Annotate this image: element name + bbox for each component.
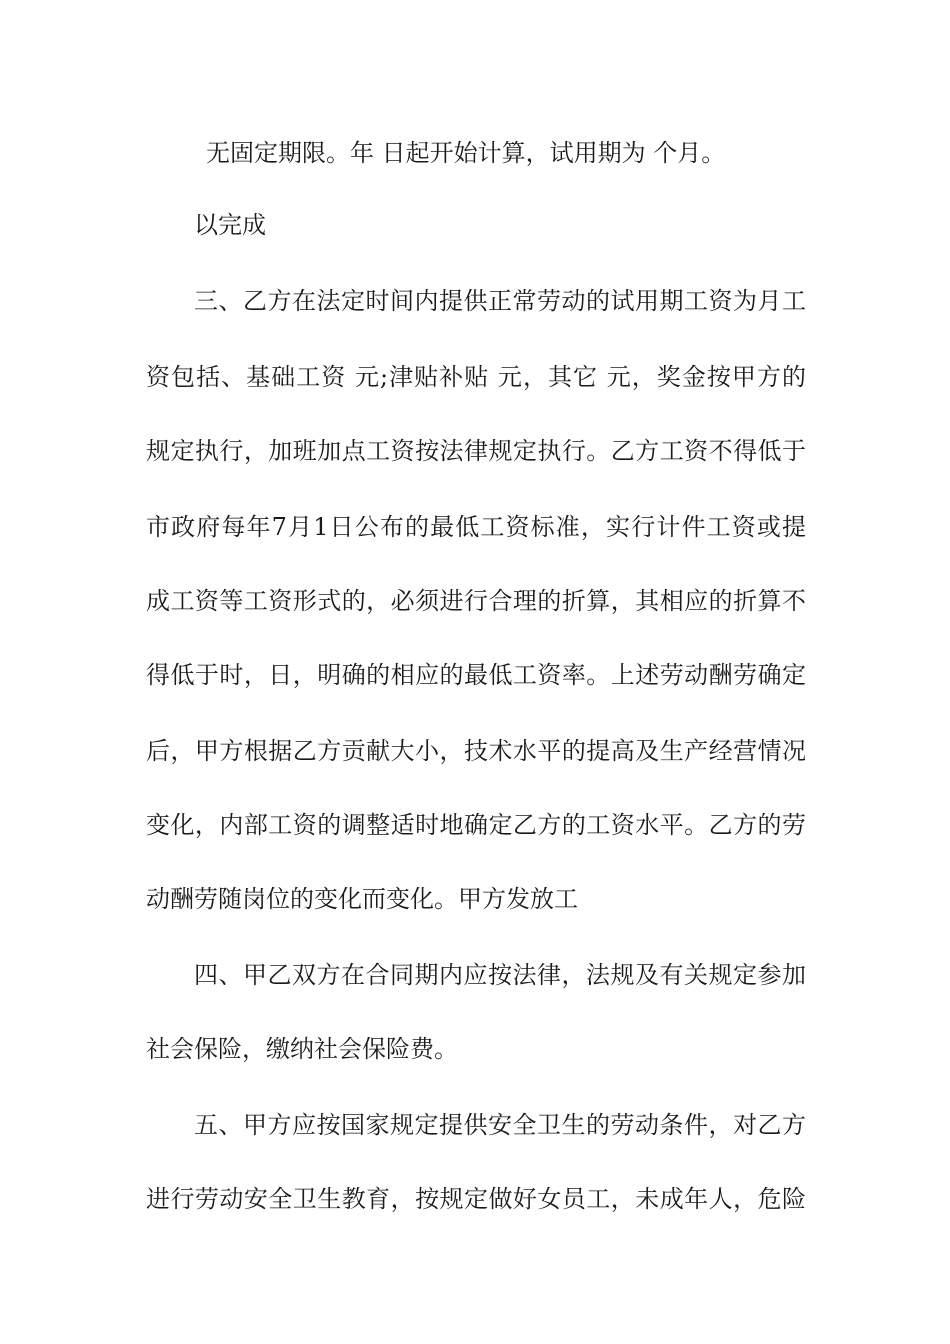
paragraph-3-line-5: 成工资等工资形式的，必须进行合理的折算，其相应的折算不	[146, 587, 806, 615]
paragraph-3-line-1: 三、乙方在法定时间内提供正常劳动的试用期工资为月工	[194, 287, 806, 315]
paragraph-3-line-9: 动酬劳随岗位的变化而变化。甲方发放工	[146, 885, 578, 913]
paragraph-3-line-4: 市政府每年7月1日公布的最低工资标准，实行计件工资或提	[146, 513, 806, 541]
paragraph-3-line-2: 资包括、基础工资 元;津贴补贴 元，其它 元，奖金按甲方的	[146, 363, 806, 391]
paragraph-5-line-2: 进行劳动安全卫生教育，按规定做好女员工，未成年人，危险	[146, 1185, 806, 1213]
text-line-1: 无固定期限。年 日起开始计算，试用期为 个月。	[206, 139, 726, 167]
paragraph-3-line-6: 得低于时，日，明确的相应的最低工资率。上述劳动酬劳确定	[146, 661, 806, 689]
paragraph-3-line-8: 变化，内部工资的调整适时地确定乙方的工资水平。乙方的劳	[146, 811, 806, 839]
paragraph-4-line-1: 四、甲乙双方在合同期内应按法律，法规及有关规定参加	[194, 961, 806, 989]
text-line-2: 以完成	[194, 211, 266, 239]
paragraph-5-line-1: 五、甲方应按国家规定提供安全卫生的劳动条件，对乙方	[194, 1111, 806, 1139]
paragraph-3-line-3: 规定执行，加班加点工资按法律规定执行。乙方工资不得低于	[146, 437, 806, 465]
paragraph-3-line-7: 后，甲方根据乙方贡献大小，技术水平的提高及生产经营情况	[146, 737, 806, 765]
paragraph-4-line-2: 社会保险，缴纳社会保险费。	[146, 1035, 458, 1063]
